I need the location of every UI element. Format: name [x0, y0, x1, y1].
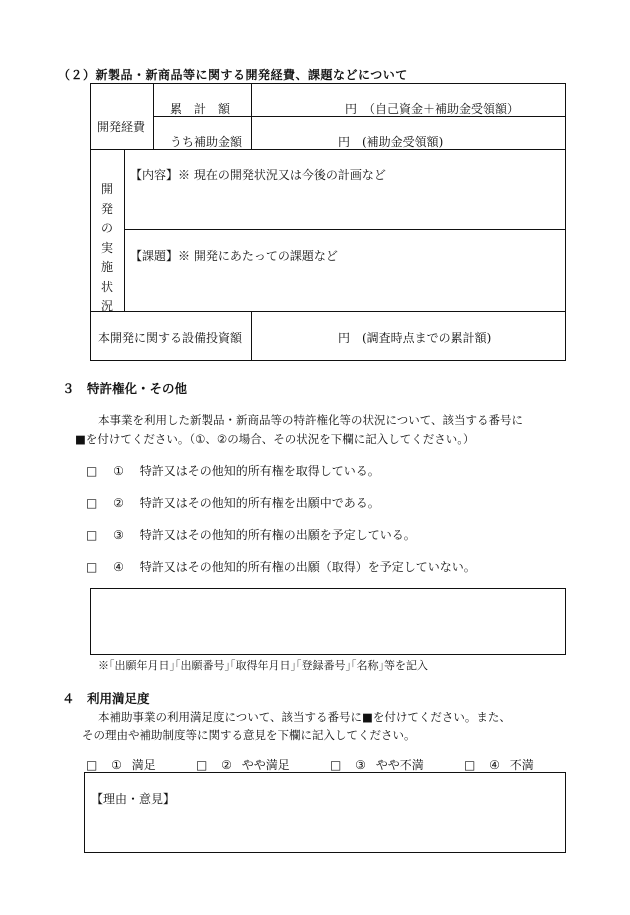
table-line — [90, 311, 566, 312]
reason-label: 【理由・意見】 — [91, 792, 176, 806]
checkbox-icon[interactable]: □ — [86, 464, 98, 478]
impl-status-label — [100, 180, 114, 317]
impl-status-char: 状 — [100, 279, 113, 294]
issue-label: 【課題】※ 開発にあたっての課題など — [130, 249, 338, 263]
dev-cost-label: 開発経費 — [97, 120, 146, 134]
impl-status-char: 発 — [100, 201, 113, 216]
option-text: 特許又はその他知的所有権の出願（取得）を予定していない。 — [139, 560, 476, 574]
checkbox-icon[interactable]: □ — [464, 758, 476, 772]
table-line — [124, 229, 566, 230]
patent-option[interactable] — [86, 558, 476, 575]
option-number: ③ — [113, 528, 124, 542]
option-text: 不満 — [509, 758, 534, 772]
satisfaction-option[interactable] — [330, 756, 424, 773]
section3-instruction-1: 本事業を利用した新製品・新商品等の特許権化等の状況について、該当する番号に — [98, 413, 524, 427]
checkbox-icon[interactable]: □ — [86, 528, 98, 542]
section4-instruction-2: その理由や補助制度等に関する意見を下欄に記入してください。 — [82, 728, 416, 742]
impl-status-char: 実 — [100, 240, 113, 255]
impl-status-char: 開 — [100, 182, 113, 196]
option-number: ② — [221, 758, 232, 772]
capex-label: 本開発に関する設備投資額 — [98, 331, 243, 345]
cumulative-label: 累 計 額 — [170, 102, 231, 116]
option-number: ① — [111, 758, 122, 772]
option-text: 特許又はその他知的所有権を取得している。 — [139, 464, 380, 478]
table-border — [90, 83, 566, 361]
patent-option[interactable] — [86, 462, 380, 479]
subsidy-value: 円 (補助金受領額) — [338, 135, 444, 149]
option-number: ② — [113, 496, 124, 510]
capex-value: 円 (調査時点までの累計額) — [338, 331, 492, 345]
checkbox-icon[interactable]: □ — [86, 758, 98, 772]
section3-heading: ３ 特許権化・その他 — [62, 381, 188, 396]
option-text: 特許又はその他知的所有権の出願を予定している。 — [139, 528, 416, 542]
section3-instruction-2: ■を付けてください。（①、②の場合、その状況を下欄に記入してください。） — [75, 432, 475, 446]
option-number: ① — [113, 464, 124, 478]
checkbox-icon[interactable]: □ — [86, 496, 98, 510]
table-line — [90, 149, 566, 150]
satisfaction-option[interactable] — [196, 756, 290, 773]
satisfaction-option[interactable] — [464, 756, 534, 773]
option-number: ④ — [489, 758, 500, 772]
patent-note: ※｢出願年月日｣｢出願番号｣｢取得年月日｣｢登録番号｣｢名称｣等を記入 — [98, 659, 428, 672]
option-number: ③ — [355, 758, 366, 772]
checkbox-icon[interactable]: □ — [196, 758, 208, 772]
subsidy-label: うち補助金額 — [170, 135, 243, 149]
patent-details-field[interactable] — [90, 588, 566, 655]
table-line — [153, 83, 154, 149]
section4-instruction-1: 本補助事業の利用満足度について、該当する番号に■を付けてください。また、 — [98, 710, 511, 724]
impl-status-char: の — [100, 221, 113, 235]
option-text: 特許又はその他知的所有権を出願中である。 — [139, 496, 380, 510]
impl-status-char: 施 — [100, 260, 113, 274]
content-label: 【内容】※ 現在の開発状況又は今後の計画など — [130, 168, 386, 182]
checkbox-icon[interactable]: □ — [330, 758, 342, 772]
option-text: 満足 — [131, 758, 156, 772]
impl-status-char: 況 — [100, 299, 113, 313]
reason-opinion-field[interactable] — [84, 772, 566, 853]
satisfaction-option[interactable] — [86, 756, 156, 773]
patent-option[interactable] — [86, 526, 416, 543]
cumulative-value: 円 （自己資金＋補助金受領額） — [345, 102, 520, 116]
option-text: やや不満 — [375, 758, 424, 772]
option-number: ④ — [113, 560, 124, 574]
section4-heading: ４ 利用満足度 — [62, 691, 150, 706]
table-line — [124, 149, 125, 311]
section2-heading: （２）新製品・新商品等に関する開発経費、課題などについて — [58, 68, 408, 82]
table-line — [251, 83, 252, 149]
patent-option[interactable] — [86, 494, 380, 511]
table-line — [251, 311, 252, 361]
option-text: やや満足 — [241, 758, 290, 772]
checkbox-icon[interactable]: □ — [86, 560, 98, 574]
